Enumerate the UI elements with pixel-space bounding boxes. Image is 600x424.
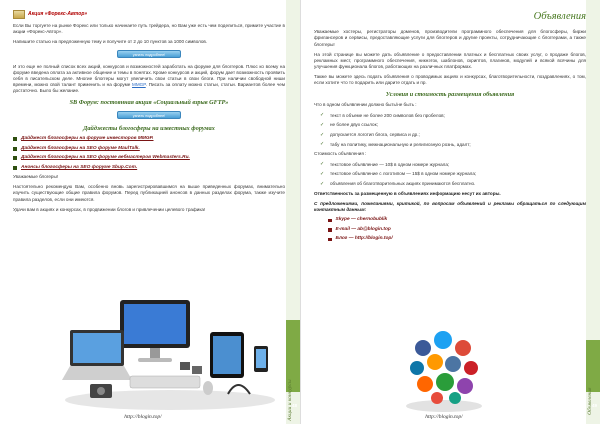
list-item[interactable]: Блог — http://blogin.top/	[328, 236, 586, 242]
page-number: 48	[291, 403, 297, 408]
section-heading: SB Форум: постоянная акция «Социальный взрыв GFTP»	[69, 98, 229, 106]
contacts-list	[328, 217, 586, 242]
footer-url[interactable]: http://blogin.top/	[124, 413, 162, 420]
conditions-intro: Что в одном объявлении должно быть/не быть :	[314, 102, 417, 108]
list-item: ✓ текстовое объявление с логотипом — 15$ в одном номере журнала;	[320, 171, 477, 178]
right-page	[300, 0, 600, 424]
side-label: Объявления	[586, 387, 593, 415]
check-icon: ✓	[320, 161, 325, 168]
list-item[interactable]: E-mail — ab@blogin.top	[328, 227, 586, 233]
paragraph: Удачи вам в акциях и конкурсах, в продвижении блогов и привлечении целевого трафика!	[13, 206, 206, 212]
paragraph: И это еще не полный список всех акций, конкурсов и возможностей заработать на форуме для блоггеров. Плюс ко всему на форуме введена оплата за активное общение и темы в понятах. Кроме конкурсов и акций, форум дает возможность проявить себя в писательском деле. Многие блоггеры могут увеличить свои статьи в свои блоги. При наличии свободной ниши времени, можно свой талант применить и на форуме MMGP. Писать за оплату можно статьи, статьи. Вариантов более чем достаточно. Было бы желание.	[13, 63, 286, 94]
gadgets-illustration	[60, 296, 280, 412]
page-title: Объявления	[533, 11, 586, 22]
list-item: ✓ объявления об благотворительных акциях принимаются бесплатно.	[320, 180, 476, 187]
contact-intro: С предложениями, пожеланиями, критикой, по вопросам объявлений и рекламы обращаться по следующим контактным данным:	[314, 200, 586, 213]
list-item: ✓ табу на политику, межнациональную и религиозную рознь, адалт;	[320, 141, 471, 148]
square-bullet-icon	[13, 147, 17, 151]
check-icon: ✓	[320, 112, 325, 119]
list-item[interactable]: Дайджест блогосферы на SEO форуме вебмастеров Webmasters.Ru.	[13, 155, 285, 161]
forum-list	[13, 136, 285, 171]
square-bullet-icon	[13, 156, 17, 160]
list-item: ✓ текстовое объявление — 10$ в одном номере журнала;	[320, 161, 450, 168]
paragraph: Также вы можете здесь подать объявления о проводимых акциях и конкурсах, благотворительности, поздравлениях, о том, если хотите что то подарить или дарите отдать и пр.	[314, 74, 586, 86]
mmgp-link[interactable]: MMGP	[132, 82, 146, 88]
learn-more-button[interactable]: узнать подробнее!	[117, 50, 181, 58]
check-icon: ✓	[320, 131, 325, 138]
list-item[interactable]: Дайджест блогосферы на SEO форуме MaulTalk.	[13, 146, 285, 152]
check-icon: ✓	[320, 180, 325, 187]
paragraph: На этой странице вы можете дать объявление о предоставлении платных и бесплатных своих услуг, о продаже блогов, рекламных мест, программного обеспечения, никнэток, шаблонов, скриптов, плагинов, модулей и всякой всячины для улучшения функционала блогов, работающих на различных платформах.	[314, 51, 586, 70]
square-bullet-icon	[328, 238, 332, 242]
forex-author-icon	[13, 10, 25, 19]
check-icon: ✓	[320, 171, 325, 178]
responsibility-note: Ответственность за размещенную в объявлениях информацию несут их авторы.	[314, 190, 501, 196]
footer-url[interactable]: http://blogin.top/	[425, 413, 463, 420]
square-bullet-icon	[328, 228, 332, 232]
square-bullet-icon	[13, 137, 17, 141]
paragraph: Уважаемые хостеры, регистраторы доменов, производители программного обеспечения для блогосферы, биржи фрилансеров и сервисы, предоставляющие услуги для блоггеров и другие проекты, сотрудничающие с блоггерами, а также блоггеры!	[314, 29, 586, 47]
list-item[interactable]: Skype — chernobublik	[328, 217, 586, 223]
promo-header	[13, 10, 285, 19]
cost-intro: Стоимость объявления :	[314, 151, 367, 157]
paragraph: Если Вы торгуете на рынке Форекс или только начинаете путь трейдера, но Вам уже есть чем поделиться, примите участие в акции «Форекс-Автор».	[13, 23, 285, 35]
list-item: ✓ текст в объеме не более 200 символов без пробелов;	[320, 112, 445, 119]
section-heading: Условия и стоимость размещения объявления	[385, 90, 515, 98]
square-bullet-icon	[13, 166, 17, 170]
right-content	[314, 10, 586, 246]
list-item: ✓ не более двух ссылок;	[320, 121, 378, 128]
check-icon: ✓	[320, 141, 325, 148]
greeting: Уважаемые блогеры!	[13, 174, 59, 180]
social-logos-illustration	[399, 326, 489, 414]
list-item: ✓ допускается логотип блога, сервиса и др.;	[320, 131, 420, 138]
learn-more-button-2[interactable]: узнать подробнее!	[117, 111, 181, 119]
side-label: Акции и конкурсы	[286, 379, 293, 421]
promo-title: Акция «Форекс-Автор»	[28, 11, 88, 18]
list-item[interactable]: Дайджест блогосферы на форуме инвесторов MMGP.	[13, 136, 285, 142]
conditions-list	[320, 112, 586, 148]
costs-list	[320, 161, 586, 187]
paragraph: Настоятельно рекомендую Вам, особенно вновь зарегистрировавшимся на выше приведенных форумах, внимательно изучить существующие общие правила форумов. Перед публикацией анонсов в данных разделах форума, также изучите правила разделов, если они имеются.	[13, 184, 285, 202]
section-heading: Дайджесты блогосферы на известных форумах	[83, 124, 215, 132]
check-icon: ✓	[320, 121, 325, 128]
list-item[interactable]: Анонсы блогосферы на SEO форуме Sbup.Com.	[13, 165, 285, 171]
left-content	[13, 10, 285, 217]
side-tab	[586, 340, 600, 392]
page-number: 49	[591, 403, 597, 408]
square-bullet-icon	[328, 219, 332, 223]
paragraph: Напишите статью на предложенную тему и получите от 2 до 10 пунктов за 1000 символов.	[13, 39, 208, 45]
